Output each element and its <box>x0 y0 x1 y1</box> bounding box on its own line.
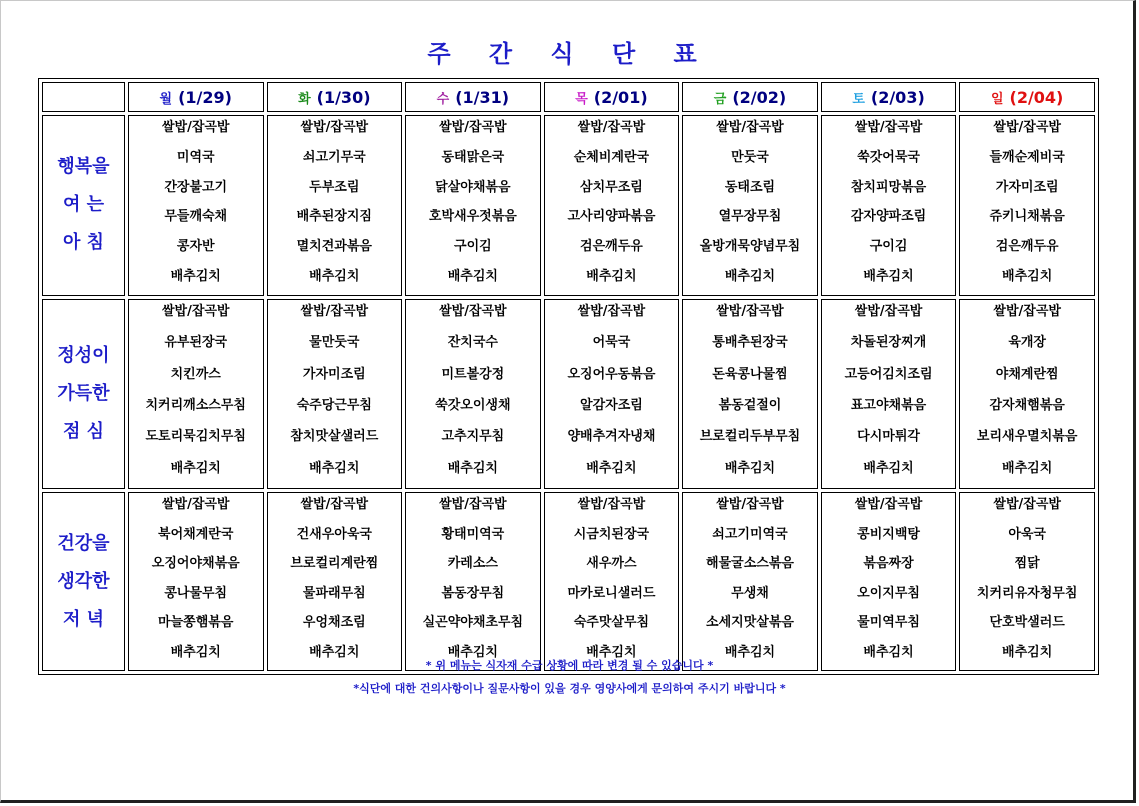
day-badge-icon: 월 <box>159 91 173 107</box>
menu-item: 순체비계란국 <box>573 149 650 165</box>
menu-cell <box>682 115 818 296</box>
menu-item: 배추김치 <box>447 644 498 660</box>
menu-cell <box>682 492 818 671</box>
meal-label-line: 생각한 <box>57 570 110 592</box>
menu-cell <box>267 299 403 489</box>
menu-item: 차돌된장찌개 <box>850 335 927 351</box>
menu-item: 배추김치 <box>309 268 360 284</box>
menu-item: 해물굴소스볶음 <box>706 556 794 572</box>
weekly-menu-table <box>38 78 1099 675</box>
menu-cell <box>128 492 264 671</box>
menu-item: 배추된장지짐 <box>296 209 372 225</box>
menu-item: 배추김치 <box>724 460 776 476</box>
menu-item: 쌀밥/잡곡밥 <box>577 497 646 513</box>
day-date: (2/03) <box>870 87 925 107</box>
menu-item: 치킨까스 <box>170 366 221 382</box>
menu-cell <box>128 299 264 489</box>
menu-cell <box>267 115 403 296</box>
menu-item: 황태미역국 <box>441 526 505 542</box>
menu-item: 열무장무침 <box>718 209 782 225</box>
menu-item: 배추김치 <box>170 268 221 284</box>
menu-item: 멸치견과볶음 <box>296 239 372 255</box>
meal-label-line: 행복을 <box>57 156 110 178</box>
menu-item: 북어채계란국 <box>158 526 234 542</box>
menu-item: 쥬키니채볶음 <box>989 209 1065 225</box>
menu-item: 쌀밥/잡곡밥 <box>716 497 784 513</box>
lunch-row <box>42 299 1095 489</box>
menu-item: 올방개묵양념무침 <box>699 239 801 255</box>
menu-item: 쌀밥/잡곡밥 <box>716 120 784 135</box>
day-badge-icon: 토 <box>852 91 865 107</box>
menu-item: 어묵국 <box>592 335 631 351</box>
menu-item: 야채계란찜 <box>995 366 1059 382</box>
meal-label-line: 점 심 <box>62 420 104 442</box>
menu-item: 구이김 <box>869 239 908 255</box>
menu-item: 물미역무침 <box>857 615 920 631</box>
menu-item: 알감자조림 <box>580 397 643 413</box>
menu-item: 배추김치 <box>309 460 360 476</box>
day-header <box>405 82 541 112</box>
menu-item: 표고야채볶음 <box>850 397 927 413</box>
menu-item: 검은깨두유 <box>995 239 1059 255</box>
menu-item: 아욱국 <box>1008 526 1046 542</box>
menu-item: 쑥갓오이생채 <box>435 397 511 413</box>
menu-item: 건새우아욱국 <box>296 526 372 542</box>
menu-change-note: * 위 메뉴는 식자재 수급 상황에 따라 변경 될 수 있습니다 * <box>425 659 714 672</box>
menu-item: 두부조림 <box>309 179 360 195</box>
day-header <box>682 82 818 112</box>
menu-item: 배추김치 <box>586 644 637 660</box>
menu-item: 배추김치 <box>309 644 360 660</box>
menu-item: 숙주당근무침 <box>296 397 372 413</box>
menu-item: 배추김치 <box>586 268 637 284</box>
menu-item: 배추김치 <box>863 644 914 660</box>
menu-item: 배추김치 <box>724 644 776 660</box>
menu-item: 찜닭 <box>1014 556 1040 572</box>
menu-item: 쌀밥/잡곡밥 <box>439 497 507 513</box>
menu-item: 쌀밥/잡곡밥 <box>577 303 646 319</box>
menu-item: 배추김치 <box>863 268 914 284</box>
menu-item: 고등어김치조림 <box>844 366 933 382</box>
menu-item: 쇠고기무국 <box>302 149 366 165</box>
day-date: (2/01) <box>593 87 648 107</box>
menu-item: 통배추된장국 <box>712 335 788 351</box>
menu-item: 배추김치 <box>170 644 221 660</box>
menu-item: 쌀밥/잡곡밥 <box>854 303 923 319</box>
menu-item: 콩비지백탕 <box>857 526 920 542</box>
menu-item: 다시마튀각 <box>857 429 920 445</box>
menu-item: 구이김 <box>454 239 492 255</box>
day-header <box>544 82 680 112</box>
menu-item: 검은깨두유 <box>580 239 643 255</box>
menu-item: 마카로니샐러드 <box>567 585 656 601</box>
menu-item: 쌀밥/잡곡밥 <box>300 303 369 319</box>
menu-item: 우엉채조림 <box>302 615 366 631</box>
day-badge-icon: 금 <box>713 91 727 107</box>
day-header <box>959 82 1095 112</box>
menu-item: 치커리깨소스무침 <box>145 397 246 413</box>
menu-item: 쌀밥/잡곡밥 <box>161 497 230 513</box>
menu-item: 유부된장국 <box>164 335 228 351</box>
menu-item: 배추김치 <box>586 460 637 476</box>
menu-item: 육개장 <box>1008 335 1046 351</box>
menu-item: 카레소스 <box>447 556 498 572</box>
menu-cell <box>405 299 541 489</box>
menu-item: 쌀밥/잡곡밥 <box>439 120 507 135</box>
meal-label-line: 가득한 <box>57 382 110 404</box>
meal-label-line: 저 녁 <box>62 608 104 630</box>
menu-cell <box>821 492 957 671</box>
menu-item: 양배추겨자냉채 <box>567 429 656 445</box>
menu-item: 무생채 <box>731 585 769 601</box>
menu-item: 감자양파조림 <box>850 209 927 225</box>
menu-item: 오이지무침 <box>857 585 920 601</box>
menu-item: 고추지무침 <box>441 429 505 445</box>
inquiry-note: *식단에 대한 건의사항이나 질문사항이 있을 경우 영양사에게 문의하여 주시기 바랍니다 * <box>353 682 786 695</box>
menu-item: 새우까스 <box>586 556 637 572</box>
menu-item: 쌀밥/잡곡밥 <box>300 120 369 135</box>
menu-cell <box>959 299 1095 489</box>
meal-label-line: 아 침 <box>62 232 104 254</box>
dinner-label <box>42 492 125 671</box>
menu-item: 미역국 <box>176 149 215 165</box>
menu-item: 물파래무침 <box>302 585 366 601</box>
menu-cell <box>959 115 1095 296</box>
menu-item: 쌀밥/잡곡밥 <box>161 303 230 319</box>
menu-item: 쌀밥/잡곡밥 <box>993 120 1061 135</box>
menu-item: 쌀밥/잡곡밥 <box>161 120 230 135</box>
menu-item: 보리새우멸치볶음 <box>976 429 1078 445</box>
menu-item: 배추김치 <box>447 268 498 284</box>
page-title: 주 간 식 단 표 <box>427 40 712 68</box>
menu-cell <box>544 115 680 296</box>
menu-item: 동태조림 <box>724 179 776 195</box>
menu-item: 쑥갓어묵국 <box>857 149 920 165</box>
menu-item: 치커리유자청무침 <box>976 585 1078 601</box>
menu-item: 감자채햄볶음 <box>989 397 1065 413</box>
day-badge-icon: 일 <box>990 91 1004 107</box>
menu-item: 숙주맛살무침 <box>573 615 650 631</box>
menu-item: 쌀밥/잡곡밥 <box>577 120 646 135</box>
menu-item: 가자미조림 <box>995 179 1059 195</box>
menu-item: 마늘쫑햄볶음 <box>158 615 234 631</box>
menu-item: 쇠고기미역국 <box>712 526 788 542</box>
menu-item: 오징어우동볶음 <box>567 366 656 382</box>
day-badge-icon: 목 <box>575 91 588 107</box>
menu-cell <box>544 492 680 671</box>
lunch-label <box>42 299 125 489</box>
header-corner <box>42 82 125 112</box>
menu-item: 고사리양파볶음 <box>567 209 656 225</box>
menu-item: 배추김치 <box>1002 460 1053 476</box>
menu-item: 배추김치 <box>863 460 914 476</box>
day-date: (1/31) <box>455 87 510 107</box>
menu-item: 무들깨숙채 <box>164 209 228 225</box>
day-badge-icon: 수 <box>436 91 450 107</box>
menu-item: 쌀밥/잡곡밥 <box>300 497 369 513</box>
day-header <box>821 82 957 112</box>
menu-item: 삼치무조림 <box>580 179 643 195</box>
menu-item: 배추김치 <box>447 460 498 476</box>
menu-item: 배추김치 <box>170 460 221 476</box>
menu-item: 콩자반 <box>176 239 215 255</box>
menu-item: 봄동장무침 <box>441 585 505 601</box>
meal-label-line: 정성이 <box>57 344 110 366</box>
day-header <box>128 82 264 112</box>
menu-item: 들깨순제비국 <box>989 149 1065 165</box>
day-date: (1/29) <box>178 87 232 107</box>
menu-cell <box>405 115 541 296</box>
menu-item: 쌀밥/잡곡밥 <box>439 303 507 319</box>
menu-item: 배추김치 <box>724 268 776 284</box>
menu-item: 동태맑은국 <box>441 149 505 165</box>
breakfast-label <box>42 115 125 296</box>
menu-item: 볶음짜장 <box>863 556 914 572</box>
meal-label-line: 건강을 <box>57 532 110 554</box>
menu-item: 미트볼강정 <box>441 366 505 382</box>
menu-cell <box>959 492 1095 671</box>
menu-item: 콩나물무침 <box>164 585 228 601</box>
menu-item: 참치맛살샐러드 <box>290 429 379 445</box>
menu-item: 봄동겉절이 <box>718 397 782 413</box>
menu-item: 만둣국 <box>731 149 769 165</box>
menu-cell <box>682 299 818 489</box>
menu-item: 배추김치 <box>1002 268 1053 284</box>
dinner-row <box>42 492 1095 671</box>
menu-item: 물만둣국 <box>309 335 360 351</box>
menu-item: 돈육콩나물찜 <box>712 366 788 382</box>
menu-item: 잔치국수 <box>447 335 498 351</box>
menu-item: 도토리묵김치무침 <box>145 429 246 445</box>
menu-item: 쌀밥/잡곡밥 <box>854 497 923 513</box>
meal-label-line: 여 는 <box>62 194 104 216</box>
menu-item: 브로컬리계란찜 <box>290 556 379 572</box>
menu-item: 호박새우젓볶음 <box>428 209 517 225</box>
menu-item: 쌀밥/잡곡밥 <box>716 303 784 319</box>
menu-item: 쌀밥/잡곡밥 <box>854 120 923 135</box>
menu-item: 간장불고기 <box>164 179 228 195</box>
menu-item: 가자미조림 <box>302 366 366 382</box>
menu-item: 시금치된장국 <box>573 526 650 542</box>
menu-cell <box>128 115 264 296</box>
menu-cell <box>544 299 680 489</box>
menu-cell <box>267 492 403 671</box>
menu-item: 오징어야채볶음 <box>151 556 240 572</box>
menu-item: 참치피망볶음 <box>850 179 927 195</box>
menu-item: 소세지맛살볶음 <box>706 615 794 631</box>
menu-item: 단호박샐러드 <box>989 615 1065 631</box>
menu-cell <box>821 299 957 489</box>
header-row <box>42 82 1095 112</box>
menu-cell <box>405 492 541 671</box>
menu-item: 실곤약야채초무침 <box>422 615 524 631</box>
day-date: (2/04) <box>1009 87 1064 107</box>
day-date: (1/30) <box>316 87 371 107</box>
menu-item: 닭살야채볶음 <box>435 179 511 195</box>
menu-item: 쌀밥/잡곡밥 <box>993 497 1061 513</box>
menu-item: 브로컬리두부무침 <box>699 429 801 445</box>
day-date: (2/02) <box>732 87 787 107</box>
day-badge-icon: 화 <box>298 91 311 107</box>
day-header <box>267 82 403 112</box>
menu-cell <box>821 115 957 296</box>
menu-item: 쌀밥/잡곡밥 <box>993 303 1061 319</box>
menu-item: 배추김치 <box>1002 644 1053 660</box>
breakfast-row <box>42 115 1095 296</box>
